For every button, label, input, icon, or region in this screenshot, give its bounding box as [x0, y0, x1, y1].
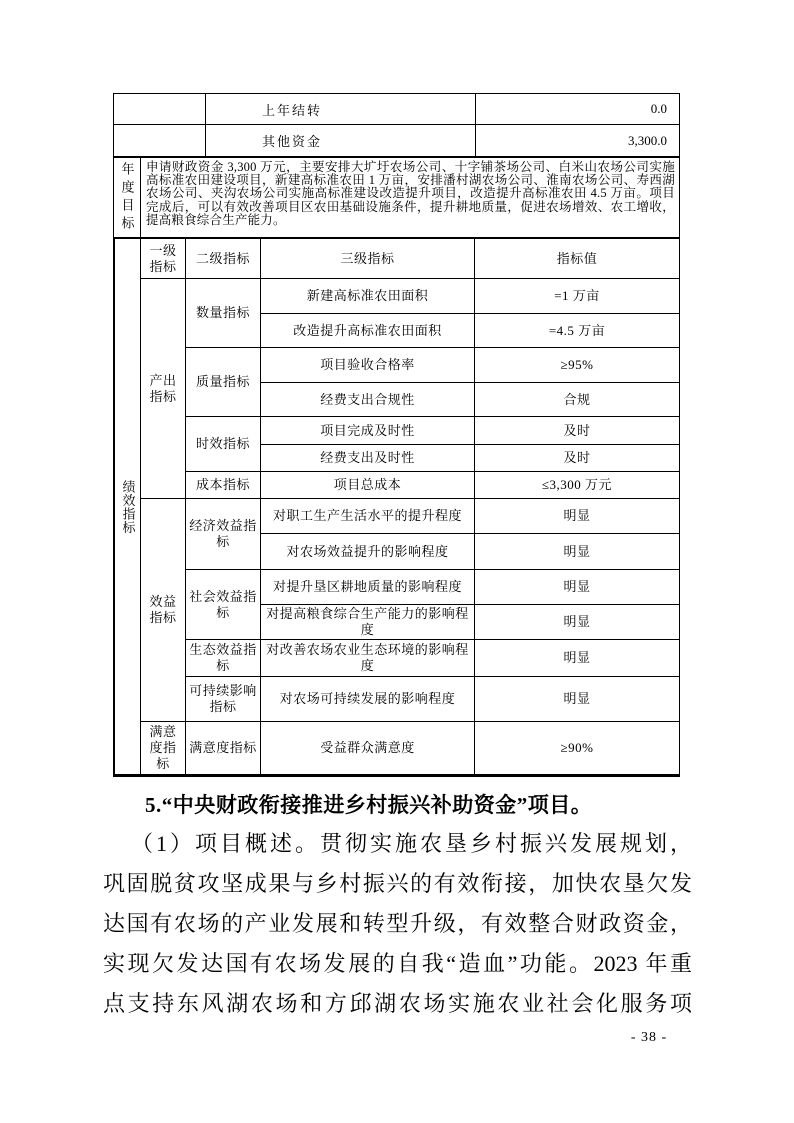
level3-cell: 项目总成本	[261, 472, 475, 499]
value-cell: 明显	[475, 640, 680, 677]
level2-cell: 可持续影响指标	[186, 677, 261, 722]
value-cell: ≥90%	[475, 722, 680, 775]
value-cell: 明显	[475, 605, 680, 640]
level3-cell: 对提升垦区耕地质量的影响程度	[261, 570, 475, 605]
indicator-row	[115, 499, 680, 534]
value-cell: =4.5 万亩	[475, 314, 680, 348]
indicator-row	[115, 348, 680, 383]
indicator-row	[115, 640, 680, 677]
performance-indicator-table	[114, 238, 680, 775]
value-cell: 明显	[475, 570, 680, 605]
value-cell: ≤3,300 万元	[475, 472, 680, 499]
level2-cell: 质量指标	[186, 348, 261, 417]
header-level2: 二级指标	[186, 239, 261, 279]
funding-label-cell: 其他资金	[206, 125, 476, 156]
body-paragraph	[103, 824, 692, 1024]
level3-cell: 经费支出合规性	[261, 383, 475, 417]
level2-cell: 经济效益指标	[186, 499, 261, 570]
level2-cell: 时效指标	[186, 417, 261, 472]
indicator-row	[115, 722, 680, 775]
budget-performance-table	[113, 93, 680, 777]
funding-value-cell: 3,300.0	[628, 132, 667, 148]
page-number: - 38 -	[630, 1030, 668, 1045]
body-line: 巩固脱贫攻坚成果与乡村振兴的有效衔接，加快农垦欠发	[103, 871, 692, 896]
level1-cell: 效益指标	[141, 499, 186, 722]
indicator-row	[115, 279, 680, 314]
annual-goal-row	[114, 156, 679, 238]
value-cell: 明显	[475, 677, 680, 722]
value-cell: ≥95%	[475, 348, 680, 383]
level3-cell: 对农场效益提升的影响程度	[261, 534, 475, 570]
funding-label-cell: 上年结转	[206, 94, 476, 124]
funding-value-cell: 0.0	[650, 101, 667, 116]
indicator-row	[115, 677, 680, 722]
funding-row-carryover	[114, 94, 679, 125]
level2-cell: 数量指标	[186, 279, 261, 348]
indicator-row	[115, 472, 680, 499]
indicator-row	[115, 570, 680, 605]
level3-cell: 受益群众满意度	[261, 722, 475, 775]
header-level3: 三级指标	[261, 239, 475, 279]
performance-header-row	[115, 239, 680, 279]
level3-cell: 项目验收合格率	[261, 348, 475, 383]
header-level1: 一级指标	[141, 239, 186, 279]
header-value: 指标值	[475, 239, 680, 279]
section-heading: 5.“中央财政衔接推进乡村振兴补助资金”项目。	[145, 793, 593, 817]
funding-empty-cell	[114, 94, 206, 124]
annual-goal-label: 年度目标	[114, 158, 141, 237]
level3-cell: 对提高粮食综合生产能力的影响程度	[261, 605, 475, 640]
level2-cell: 满意度指标	[186, 722, 261, 775]
value-cell: 及时	[475, 417, 680, 445]
level1-cell: 产出指标	[141, 279, 186, 499]
value-cell: =1 万亩	[475, 279, 680, 314]
level2-cell: 成本指标	[186, 472, 261, 499]
value-cell: 及时	[475, 445, 680, 472]
level2-cell: 社会效益指标	[186, 570, 261, 640]
value-cell: 合规	[475, 383, 680, 417]
level3-cell: 对改善农场农业生态环境的影响程度	[261, 640, 475, 677]
level3-cell: 项目完成及时性	[261, 417, 475, 445]
level3-cell: 新建高标准农田面积	[261, 279, 475, 314]
indicator-row	[115, 417, 680, 445]
level3-cell: 对职工生产生活水平的提升程度	[261, 499, 475, 534]
body-line: 达国有农场的产业发展和转型升级，有效整合财政资金，	[103, 911, 692, 936]
funding-row-other	[114, 125, 679, 156]
level3-cell: 改造提升高标准农田面积	[261, 314, 475, 348]
level3-cell: 对农场可持续发展的影响程度	[261, 677, 475, 722]
level3-cell: 经费支出及时性	[261, 445, 475, 472]
funding-empty-cell	[114, 125, 206, 156]
performance-side-label: 绩效指标	[115, 239, 141, 775]
value-cell: 明显	[475, 499, 680, 534]
level1-cell: 满意度指标	[141, 722, 186, 775]
body-line: 点支持东风湖农场和方邱湖农场实施农业社会化服务项	[103, 991, 692, 1016]
level2-cell: 生态效益指标	[186, 640, 261, 677]
annual-goal-text: 申请财政资金 3,300 万元，主要安排大圹圩农场公司、十字铺茶场公司、白米山农场公司实施高标准农田建设项目，新建高标准农田 1 万亩，安排潘村湖农场公司、淮南农场公司、寿西湖农场公司、夹沟农场公司实施高标准建设改造提升项目，改造提升高标准农田 4.5 万亩。项目完成后，可以有效改善项目区农田基础设施条件，提升耕地质量，促进农场增效、农工增收，提高粮食综合生产能力。	[146, 160, 675, 227]
value-cell: 明显	[475, 534, 680, 570]
body-line: 实现欠发达国有农场发展的自我“造血”功能。2023 年重	[103, 951, 692, 976]
body-line: （1）项目概述。贯彻实施农垦乡村振兴发展规划，	[131, 831, 692, 856]
